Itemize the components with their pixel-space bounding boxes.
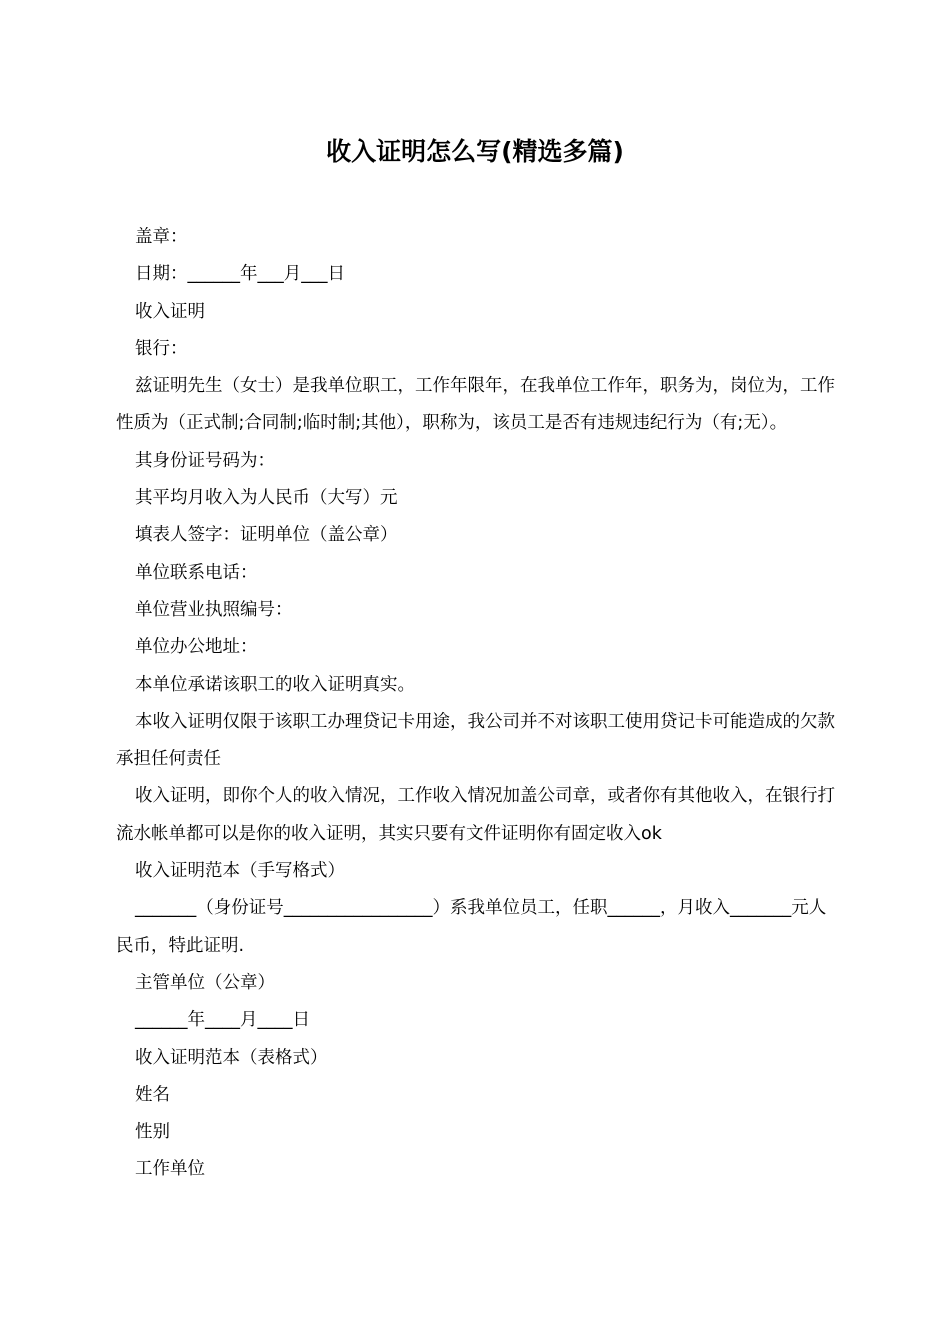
paragraph-date: 日期：______年___月___日 [135, 264, 345, 285]
paragraph-template-body: _______（身份证号_________________）系我单位员工，任职______，月收入_______元人民币，特此证明. [116, 898, 827, 956]
paragraph-table-template: 收入证明范本（表格式） [135, 1047, 328, 1068]
paragraph-id-number: 其身份证号码为： [135, 450, 275, 471]
paragraph-bank: 银行： [135, 338, 188, 359]
paragraph-name: 姓名 [135, 1084, 170, 1105]
paragraph-signature: 填表人签字：证明单位（盖公章） [135, 525, 398, 546]
paragraph-heading: 收入证明 [135, 301, 205, 322]
paragraph-template-date: ______年____月____日 [135, 1010, 310, 1031]
paragraph-seal: 盖章： [135, 227, 188, 247]
paragraph-work-unit: 工作单位 [135, 1159, 205, 1180]
paragraph-authority: 主管单位（公章） [135, 972, 275, 993]
paragraph-handwritten-template: 收入证明范本（手写格式） [135, 861, 345, 882]
paragraph-license: 单位营业执照编号： [135, 599, 293, 620]
paragraph-income: 其平均月收入为人民币（大写）元 [135, 488, 398, 509]
paragraph-gender: 性别 [135, 1122, 170, 1143]
paragraph-address: 单位办公地址： [135, 637, 258, 658]
paragraph-phone: 单位联系电话： [135, 562, 258, 583]
paragraph-usage: 本收入证明仅限于该职工办理贷记卡用途，我公司并不对该职工使用贷记卡可能造成的欠款承担任何责任 [116, 711, 835, 770]
paragraph-certify: 兹证明先生（女士）是我单位职工，工作年限年，在我单位工作年，职务为，岗位为，工作性质为（正式制;合同制;临时制;其他），职称为，该员工是否有违规违纪行为（有;无）。 [116, 376, 835, 434]
document-title: 收入证明怎么写(精选多篇) [326, 137, 624, 166]
paragraph-explanation: 收入证明，即你个人的收入情况，工作收入情况加盖公司章，或者你有其他收入，在银行打流水帐单都可以是你的收入证明，其实只要有文件证明你有固定收入ok [116, 786, 835, 844]
document-body [116, 219, 836, 1189]
paragraph-promise: 本单位承诺该职工的收入证明真实。 [135, 674, 415, 695]
